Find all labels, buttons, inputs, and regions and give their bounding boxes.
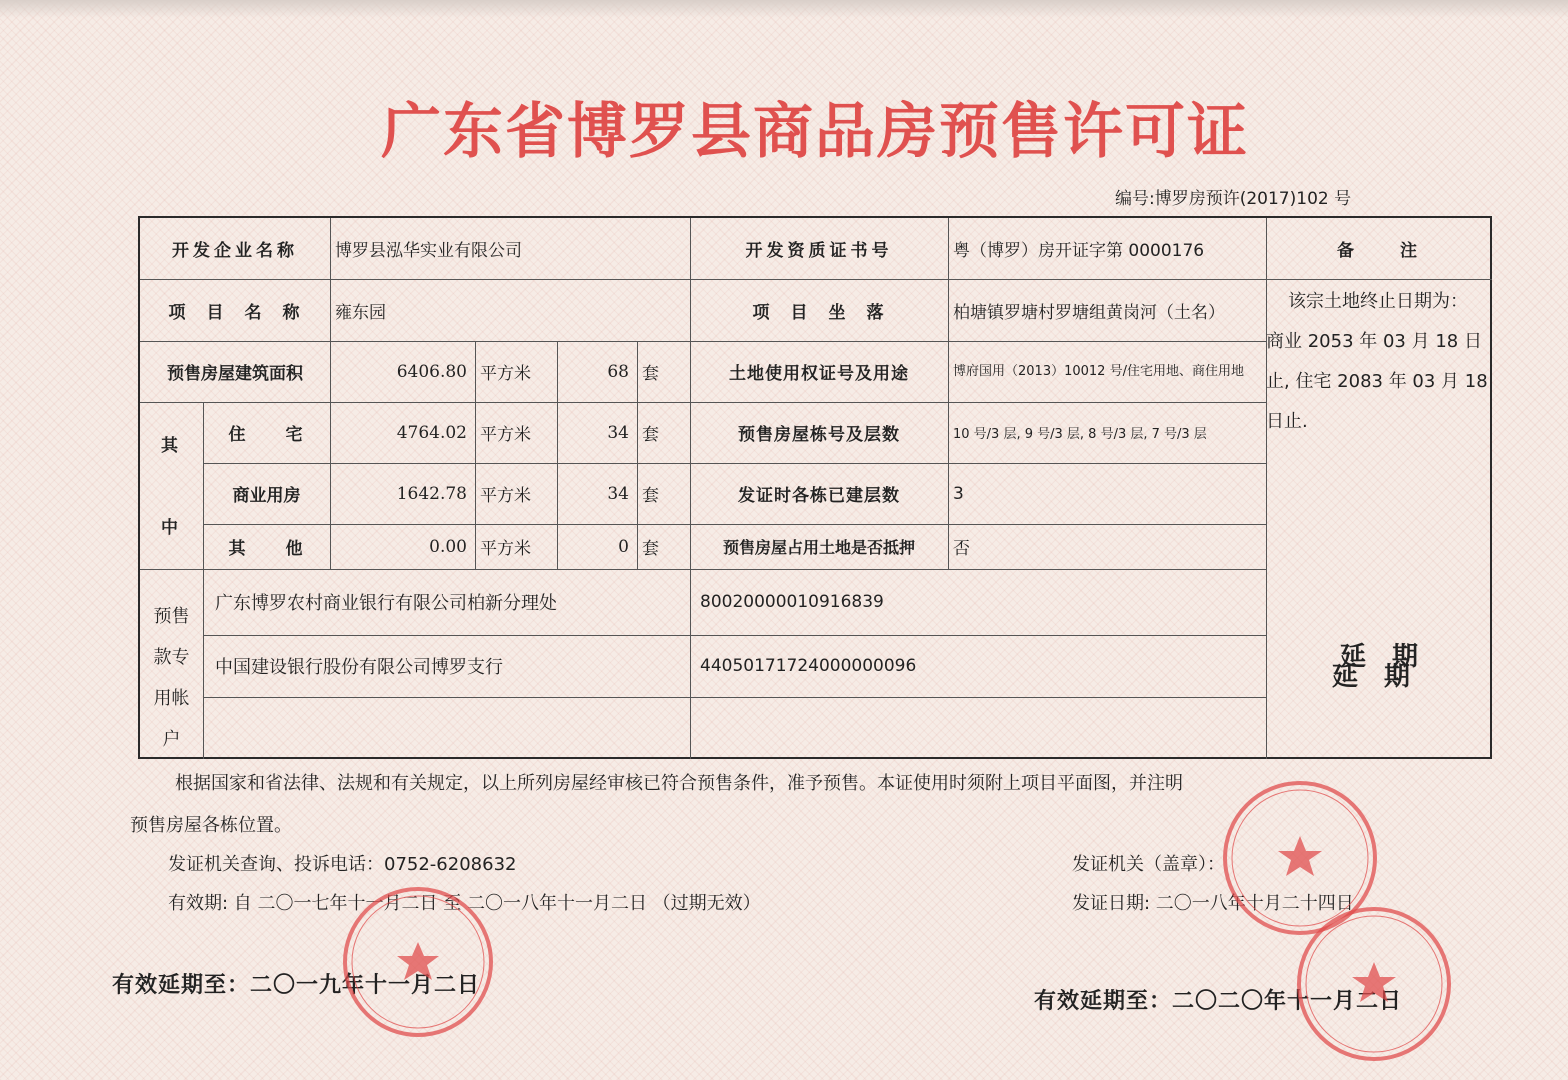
unit-set: 套 (642, 364, 659, 384)
accounts-label (140, 598, 203, 758)
commercial-sets: 34 (607, 483, 629, 504)
developer-value: 博罗县泓华实业有限公司 (335, 241, 522, 261)
page-title: 广东省博罗县商品房预售许可证 (381, 97, 1249, 167)
mortgage-label: 预售房屋占用土地是否抵押 (722, 538, 915, 557)
unit-set: 套 (642, 486, 659, 506)
remark-line: 日止. (1266, 411, 1308, 432)
land-cert-value: 博府国用（2013）10012 号/住宅用地、商住用地 (953, 363, 1244, 379)
extension-1: 有效延期至：二〇一九年十一月二日 (112, 973, 481, 998)
floors-value: 3 (953, 483, 964, 504)
extension-stamp: 延 期 (1332, 662, 1411, 692)
of-which-label-2: 中 (161, 517, 182, 538)
project-name-label: 项 目 名 称 (168, 302, 302, 323)
remark-line: 该宗土地终止日期为： (1288, 291, 1468, 312)
other-label: 其 他 (228, 539, 305, 559)
accounts-label-line: 用帐 (153, 688, 190, 709)
contact-phone: 发证机关查询、投诉电话：0752-6208632 (168, 854, 517, 875)
unit-set: 套 (642, 425, 659, 445)
unit-sqm: 平方米 (480, 486, 531, 506)
commercial-label: 商业用房 (232, 486, 301, 506)
buildings-value: 10 号/3 层, 9 号/3 层, 8 号/3 层, 7 号/3 层 (953, 427, 1207, 442)
statement-line-1: 根据国家和省法律、法规和有关规定，以上所列房屋经审核已符合预售条件，准予预售。本证使用时须附上项目平面图，并注明 (175, 773, 1183, 794)
mortgage-value: 否 (953, 539, 970, 559)
residential-sets: 34 (607, 422, 629, 443)
location-value: 柏塘镇罗塘村罗塘组黄岗河（土名） (953, 302, 1225, 323)
accounts-label-line: 户 (162, 729, 181, 750)
official-seal (340, 884, 496, 1040)
presale-sets-value: 68 (607, 361, 629, 382)
commercial-area: 1642.78 (396, 483, 467, 504)
accounts-label-line: 款专 (153, 647, 190, 668)
remarks-text (1266, 282, 1492, 442)
buildings-label: 预售房屋栋号及层数 (738, 425, 900, 445)
extension-2: 有效延期至：二〇二〇年十一月二日 (1034, 989, 1403, 1014)
project-name-value: 雍东园 (335, 302, 386, 323)
unit-sqm: 平方米 (480, 539, 531, 559)
account-bank: 中国建设银行股份有限公司博罗支行 (215, 657, 503, 678)
unit-sqm: 平方米 (480, 425, 531, 445)
account-number: 80020000010916839 (700, 592, 884, 612)
issue-date: 发证日期: 二〇一八年十月二十四日 (1072, 893, 1354, 914)
official-seal (1294, 904, 1454, 1064)
presale-area-label: 预售房屋建筑面积 (167, 364, 303, 384)
floors-label: 发证时各栋已建层数 (738, 486, 900, 506)
land-cert-label: 土地使用权证号及用途 (729, 364, 909, 384)
remark-line: 止, 住宅 2083 年 03 月 18 (1266, 371, 1488, 392)
other-area: 0.00 (429, 536, 467, 557)
unit-set: 套 (642, 539, 659, 559)
remark-line: 商业 2053 年 03 月 18 日 (1266, 331, 1482, 352)
location-label: 项 目 坐 落 (752, 302, 886, 323)
residential-label: 住 宅 (228, 425, 305, 445)
accounts-label-line: 预售 (153, 606, 190, 627)
unit-sqm: 平方米 (480, 364, 531, 384)
issuing-authority: 发证机关（盖章）： (1072, 854, 1225, 875)
qualification-label: 开发资质证书号 (745, 241, 893, 261)
presale-area-value: 6406.80 (396, 361, 467, 382)
developer-label: 开发企业名称 (172, 241, 298, 261)
validity-period: 有效期: 自 二〇一七年十一月二日 至 二〇一八年十一月二日 （过期无效） (168, 893, 761, 914)
paper-fold-shadow (0, 0, 1568, 18)
certificate-number: 编号:博罗房预许(2017)102 号 (1115, 189, 1352, 209)
residential-area: 4764.02 (396, 422, 467, 443)
of-which-label-1: 其 (161, 435, 182, 456)
statement-line-2: 预售房屋各栋位置。 (130, 815, 292, 836)
account-number: 44050171724000000096 (700, 656, 917, 676)
other-sets: 0 (618, 536, 629, 557)
account-bank: 广东博罗农村商业银行有限公司柏新分理处 (215, 593, 557, 614)
remarks-label: 备 注 (1337, 241, 1421, 261)
extension-stamp: 延 期 (1340, 642, 1419, 672)
qualification-value: 粤（博罗）房开证字第 0000176 (953, 241, 1205, 261)
